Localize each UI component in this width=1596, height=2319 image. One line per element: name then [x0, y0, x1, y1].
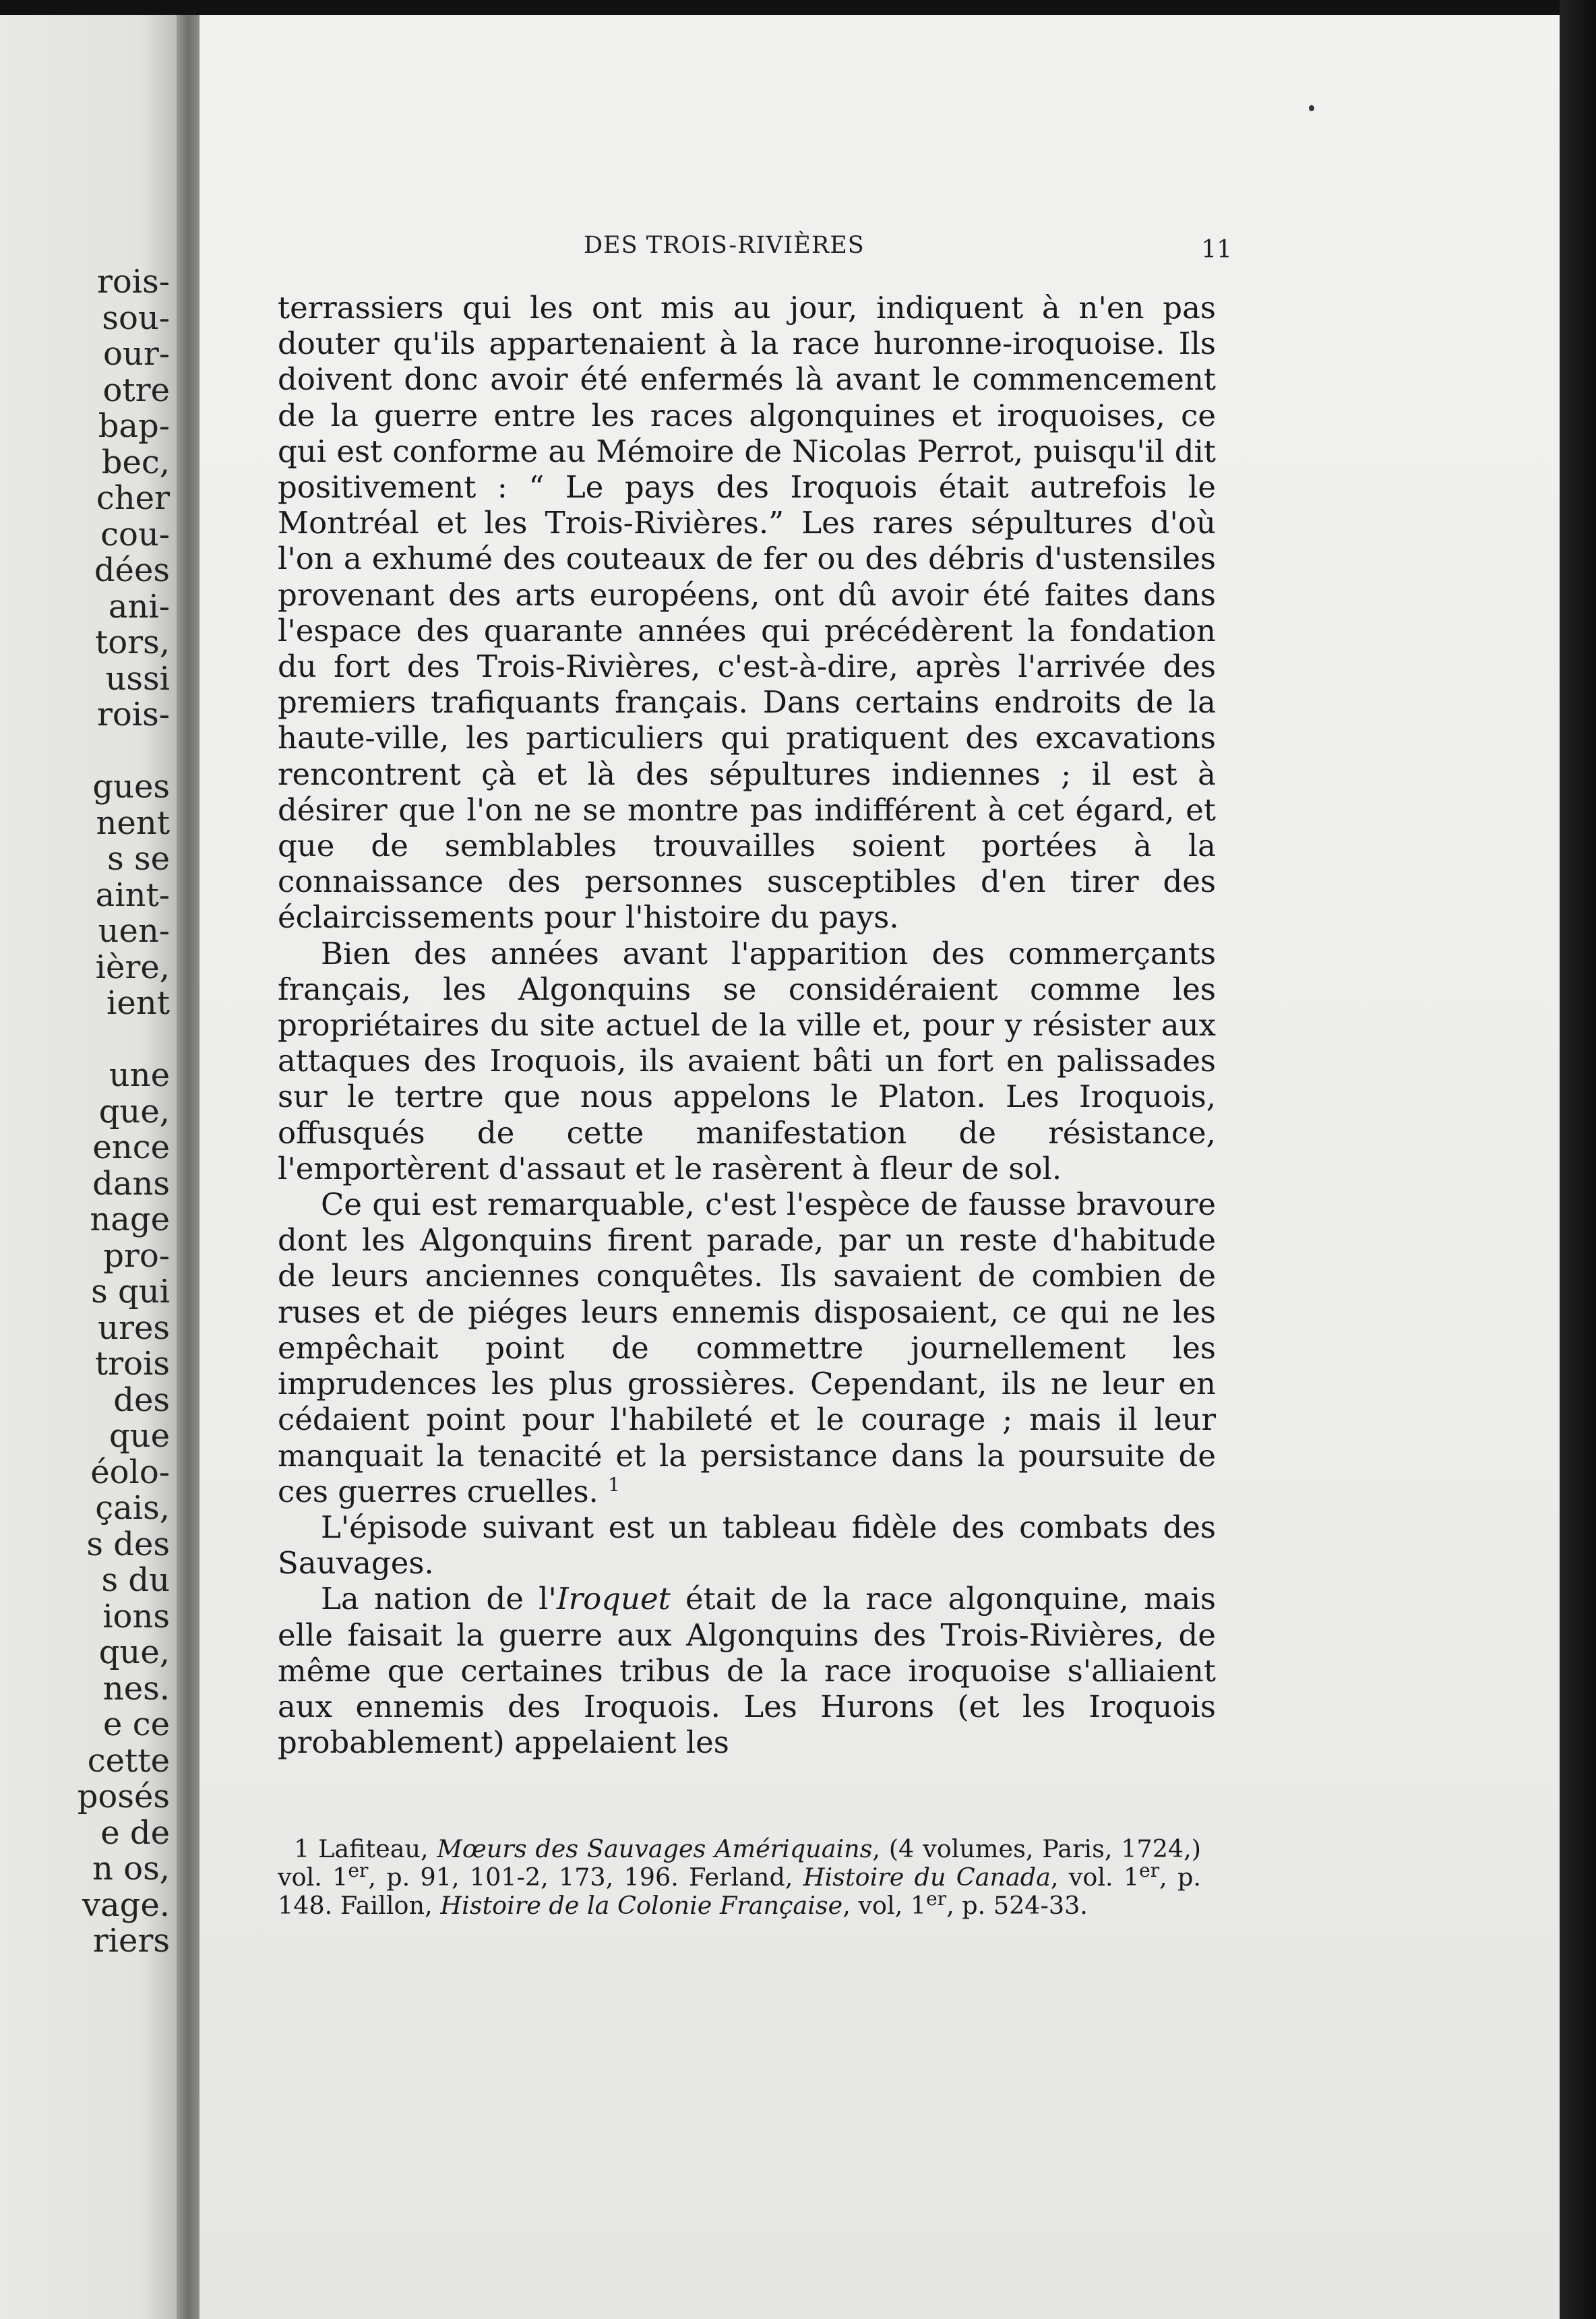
previous-page-fragment: gues	[92, 768, 170, 806]
previous-page-fragment: e de	[100, 1813, 170, 1852]
previous-page-fragment: nage	[90, 1201, 170, 1238]
previous-page-fragment: n os,	[92, 1850, 170, 1888]
footnote-title: Histoire du Canada	[803, 1863, 1051, 1892]
previous-page-fragment: e ce	[103, 1706, 170, 1743]
paragraph-5	[278, 1581, 1216, 1760]
previous-page-fragment: éolo-	[90, 1453, 170, 1491]
previous-page-fragment: ière,	[95, 948, 170, 986]
previous-page-fragment: que	[109, 1417, 170, 1455]
previous-page-fragment: tors,	[94, 624, 170, 661]
previous-page-fragment: que,	[98, 1092, 170, 1131]
previous-page-fragment	[1, 1022, 170, 1058]
paragraph-5-start: La nation de l'	[321, 1581, 557, 1617]
previous-page-fragment: aint-	[95, 876, 170, 914]
paragraph-5-italic: Iroquet	[556, 1581, 671, 1617]
previous-page-fragment: rois-	[96, 696, 170, 733]
scan-top-border	[0, 0, 1596, 15]
previous-page-fragment: our-	[103, 335, 170, 373]
footnote-number: 1	[294, 1834, 310, 1863]
body-text	[278, 290, 1216, 1760]
previous-page-fragment: dées	[94, 551, 170, 589]
page-number: 11	[1201, 236, 1232, 264]
previous-page-fragment: posés	[77, 1778, 170, 1815]
previous-page-fragment: cou-	[100, 515, 170, 553]
footnote-text: Lafiteau,	[318, 1834, 437, 1863]
footnote-superscript: er	[348, 1859, 369, 1881]
previous-page-fragments	[1, 264, 170, 1960]
previous-page-fragment: une	[109, 1056, 170, 1094]
previous-page-fragment: cher	[96, 479, 170, 517]
previous-page-fragment: çais,	[95, 1489, 170, 1527]
previous-page-fragment: vage.	[82, 1886, 170, 1924]
previous-page-fragment: otre	[102, 371, 170, 409]
previous-page-fragment: uen-	[98, 912, 170, 950]
previous-page-fragment: cette	[87, 1741, 170, 1780]
footnote-1	[278, 1835, 1201, 1920]
previous-page-fragment: trois	[94, 1345, 170, 1383]
previous-page-edge	[0, 15, 177, 2319]
footnote-text: , vol, 1	[842, 1891, 927, 1920]
previous-page-fragment: ures	[98, 1308, 170, 1347]
paragraph-2: Bien des années avant l'apparition des commerçants français, les Algonquins se considéraient comme les propriétaires du site actuel de la ville et, pour y résister aux attaques des Iroquois, ils avaient bâti un fort en palissades sur le tertre que nous appelons le Platon. Les Iroquois, offusqués de cette manifestation de résistance, l'emportèrent d'assaut et le rasèrent à fleur de sol.	[278, 935, 1216, 1186]
paragraph-1: terrassiers qui les ont mis au jour, indiquent à n'en pas douter qu'ils appartenaient à la race huronne-iroquoise. Ils doivent donc avoir été enfermés là avant le commencement de la guerre entre les races algonquines et iroquoises, ce qui est conforme au Mémoire de Nicolas Perrot, puisqu'il dit positivement : “ Le pays des Iroquois était autrefois le Montréal et les Trois-Rivières.” Les rares sépultures d'où l'on a exhumé des couteaux de fer ou des débris d'ustensiles provenant des arts européens, ont dû avoir été faites dans l'espace des quarante années qui précédèrent la fondation du fort des Trois-Rivières, c'est-à-dire, après l'arrivée des premiers trafiquants français. Dans certains endroits de la haute-ville, les particuliers qui pratiquent des excavations rencontrent çà et là des sépultures indiennes ; il est à désirer que l'on ne se montre pas indifférent à cet égard, et que de semblables trouvailles soient portées à la connaissance des personnes susceptibles d'en tirer des éclaircissements pour l'histoire du pays.	[278, 290, 1216, 936]
previous-page-fragment: bap-	[98, 407, 170, 445]
previous-page-fragment: que,	[98, 1633, 170, 1671]
footnote-text: , p. 524-33.	[946, 1891, 1088, 1920]
footnote-superscript: er	[926, 1887, 947, 1910]
previous-page-fragment: pro-	[103, 1236, 170, 1275]
footnote-text: , vol. 1	[1050, 1863, 1140, 1892]
previous-page-fragment: des	[113, 1381, 170, 1419]
previous-page-fragment: ions	[102, 1597, 170, 1635]
footnote-text: , p. 91, 101-2, 173, 196. Ferland,	[368, 1863, 803, 1892]
previous-page-fragment: s du	[101, 1561, 170, 1599]
book-gutter	[177, 15, 200, 2319]
footnote-text: , (4 volumes, Paris, 1724,) vol. 1	[278, 1834, 1201, 1892]
paragraph-3-text: Ce qui est remarquable, c'est l'espèce de fausse bravoure dont les Algonquins firent parade, par un reste d'habitude de leurs anciennes conquêtes. Ils savaient de combien de ruses et de piéges leurs ennemis disposaient, ce qui ne les empêchait point de commettre journellement les imprudences les plus grossières. Cependant, ils ne leur en cédaient point pour l'habileté et le courage ; mais il leur manquait la tenacité et la persistance dans la poursuite de ces guerres cruelles.	[278, 1186, 1216, 1509]
previous-page-fragment: ient	[106, 984, 170, 1022]
previous-page-fragment: ence	[92, 1128, 170, 1166]
previous-page-fragment: s se	[107, 840, 170, 878]
footnote-reference: 1	[608, 1473, 620, 1496]
previous-page-fragment	[1, 733, 170, 770]
previous-page-fragment: s des	[86, 1525, 170, 1563]
scan-right-border	[1560, 0, 1596, 2319]
previous-page-fragment: bec,	[101, 443, 170, 481]
previous-page-fragment: nes.	[102, 1669, 170, 1708]
ink-speck	[1309, 105, 1314, 111]
footnote-title: Histoire de la Colonie Française	[440, 1891, 843, 1920]
previous-page-fragment: riers	[92, 1922, 170, 1960]
previous-page-fragment: sou-	[102, 299, 170, 337]
previous-page-fragment: dans	[92, 1164, 170, 1203]
footnote-superscript: er	[1139, 1859, 1160, 1881]
previous-page-fragment: ussi	[105, 659, 170, 698]
paragraph-5-rest: était de la race algonquine, mais elle faisait la guerre aux Algonquins des Trois-Rivières, de même que certaines tribus de la race iroquoise s'alliaient aux ennemis des Iroquois. Les Hurons (et les Iroquois probablement) appelaient les	[278, 1581, 1216, 1761]
previous-page-fragment: ani-	[108, 587, 170, 626]
paragraph-4: L'épisode suivant est un tableau fidèle des combats des Sauvages.	[278, 1509, 1216, 1582]
previous-page-fragment: rois-	[96, 263, 170, 301]
footnotes	[278, 1835, 1201, 1920]
footnote-text: , p. 148. Faillon,	[278, 1863, 1202, 1920]
previous-page-fragment: nent	[96, 804, 170, 842]
running-header: DES TROIS-RIVIÈRES	[584, 232, 865, 259]
paragraph-3	[278, 1186, 1216, 1509]
footnote-title: Mœurs des Sauvages Amériquains	[437, 1834, 873, 1863]
previous-page-fragment: s qui	[91, 1273, 170, 1311]
